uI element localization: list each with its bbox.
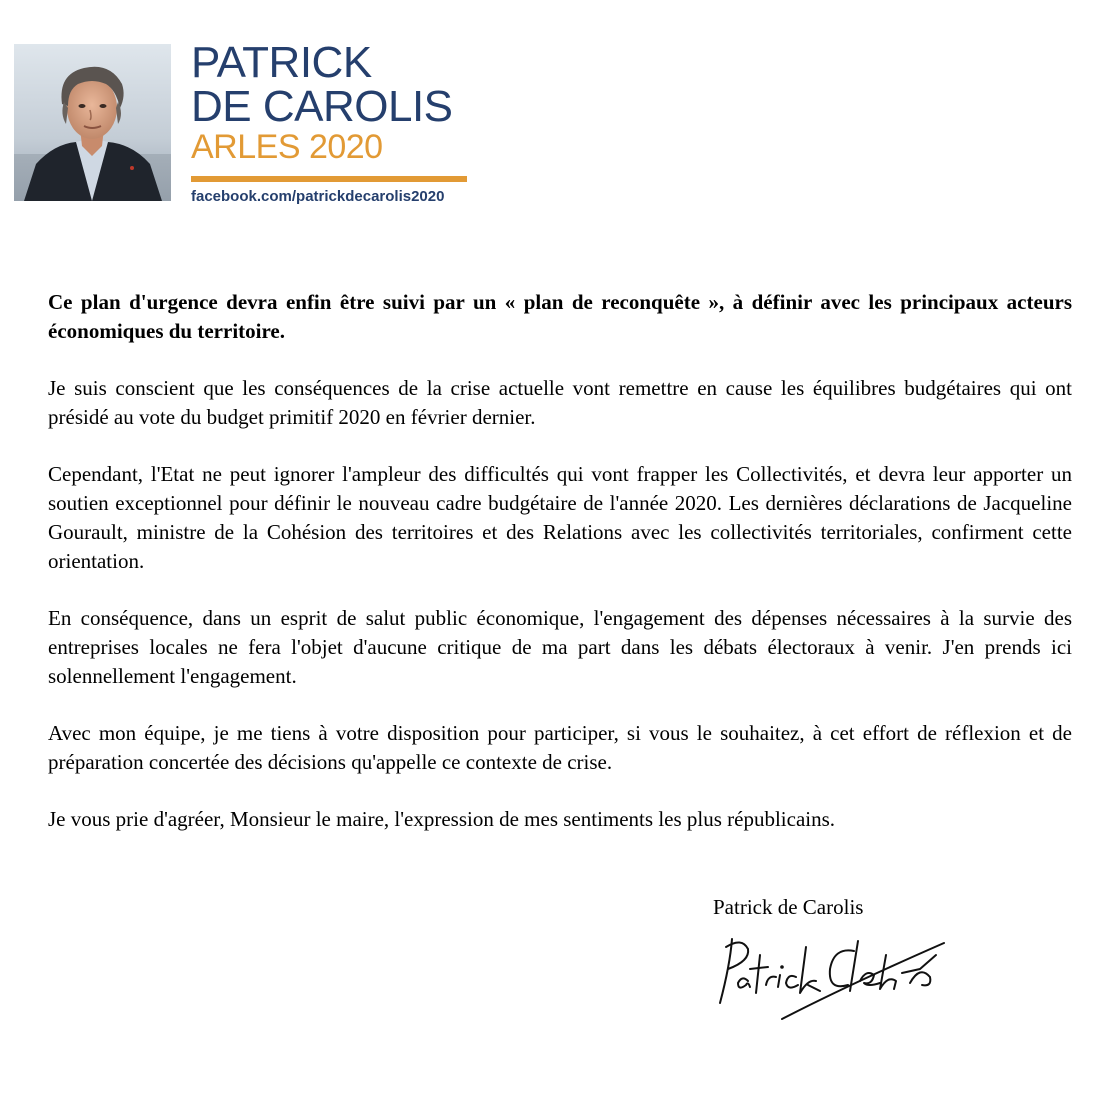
portrait-photo	[14, 44, 171, 201]
campaign-city-year: ARLES 2020	[191, 128, 383, 166]
candidate-portrait	[14, 44, 171, 201]
facebook-url: facebook.com/patrickdecarolis2020	[191, 188, 445, 205]
letter-paragraph-closing: Je vous prie d'agréer, Monsieur le maire, l'expression de mes sentiments les plus républicains.	[48, 807, 836, 831]
letter-paragraph-recovery-plan: Ce plan d'urgence devra enfin être suivi par un « plan de reconquête », à définir avec les principaux acteurs économiques du territoire.	[48, 290, 1072, 343]
letter-paragraph-budget: Je suis conscient que les conséquences de la crise actuelle vont remettre en cause les équilibres budgétaires qui ont présidé au vote du budget primitif 2020 en février dernier.	[48, 376, 1072, 429]
signer-name: Patrick de Carolis	[713, 895, 864, 919]
campaign-header	[14, 38, 474, 205]
handwritten-signature	[708, 925, 958, 1025]
candidate-first-name: PATRICK	[191, 38, 372, 87]
letter-body	[48, 288, 1072, 862]
letter-paragraph-availability: Avec mon équipe, je me tiens à votre disposition pour participer, si vous le souhaitez, à cet effort de réflexion et de préparation concertée des décisions qu'appelle ce contexte de crise.	[48, 721, 1072, 774]
letter-paragraph-state-support: Cependant, l'Etat ne peut ignorer l'ampleur des difficultés qui vont frapper les Collectivités, et devra leur apporter un soutien exceptionnel pour définir le nouveau cadre budgétaire de l'année 2020. Les dernières déclarations de Jacqueline Gourault, ministre de la Cohésion des territoires et des Relations avec les collectivités territoriales, confirment cette orientation.	[48, 462, 1072, 573]
brand-divider	[191, 176, 467, 182]
campaign-brand	[191, 38, 481, 205]
letter-paragraph-commitment: En conséquence, dans un esprit de salut public économique, l'engagement des dépenses nécessaires à la survie des entreprises locales ne fera l'objet d'aucune critique de ma part dans les débats électoraux à venir. J'en prends ici solennellement l'engagement.	[48, 606, 1072, 688]
candidate-last-name: DE CAROLIS	[191, 82, 453, 131]
